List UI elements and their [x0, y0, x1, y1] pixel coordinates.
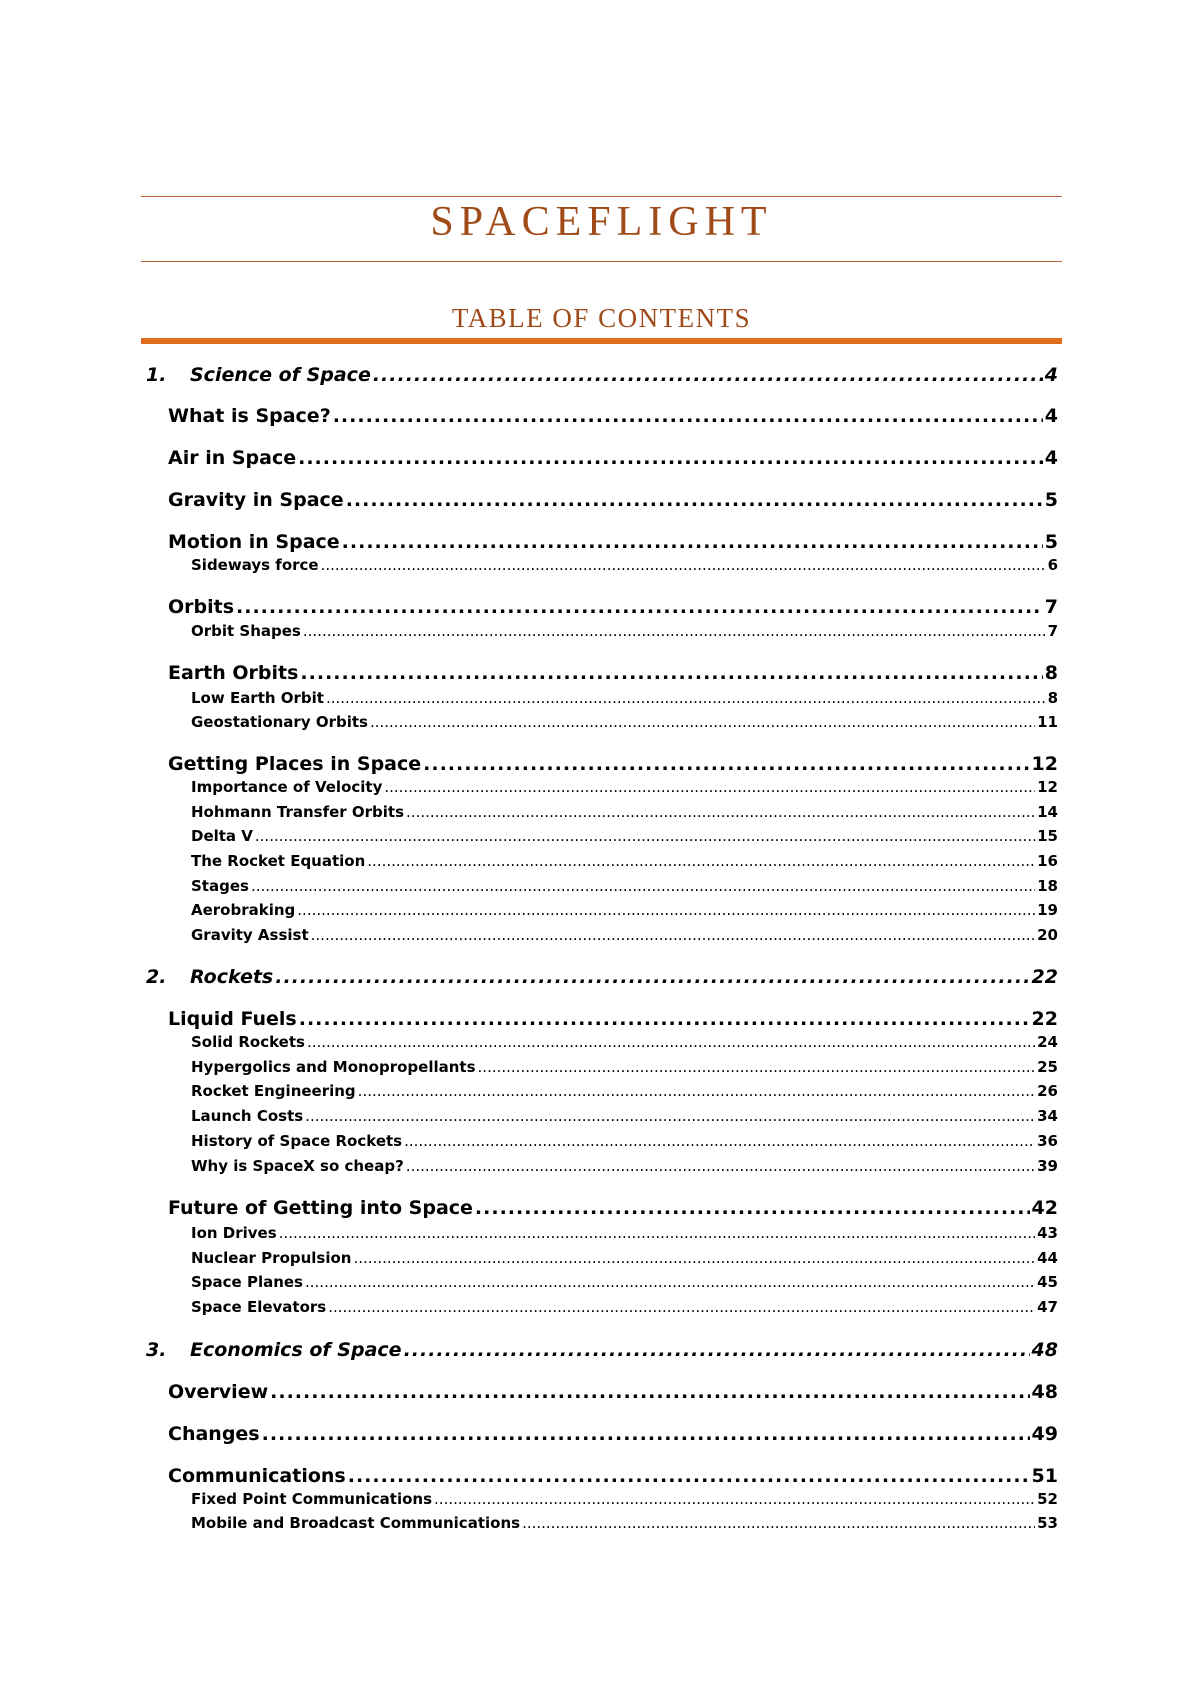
toc-dot-leader	[255, 827, 1035, 845]
toc-heading: TABLE OF CONTENTS	[451, 303, 752, 333]
toc-dot-leader	[404, 1132, 1035, 1150]
toc-dot-leader	[406, 1157, 1035, 1175]
toc-page-number: 15	[1037, 827, 1058, 845]
toc-subsection-entry[interactable]	[191, 1298, 1058, 1316]
toc-dot-leader	[434, 1490, 1035, 1508]
toc-entry-label: Economics of Space	[190, 1339, 402, 1361]
toc-entry-label: Liquid Fuels	[168, 1008, 297, 1030]
toc-entry-label: Gravity Assist	[191, 926, 309, 944]
title-top-rule	[141, 196, 1062, 197]
toc-page-number: 16	[1037, 852, 1058, 870]
toc-dot-leader	[303, 622, 1046, 640]
toc-page-number: 4	[1044, 364, 1058, 386]
toc-page-number: 51	[1031, 1465, 1058, 1487]
toc-entry-label: Rocket Engineering	[191, 1082, 356, 1100]
toc-page-number: 36	[1037, 1132, 1058, 1150]
toc-entry-label: Launch Costs	[191, 1107, 304, 1125]
toc-dot-leader	[298, 447, 1043, 469]
toc-page-number: 48	[1031, 1381, 1058, 1403]
toc-subsection-entry[interactable]	[191, 1132, 1058, 1150]
toc-chapter-entry[interactable]	[146, 1339, 1058, 1361]
toc-dot-leader	[370, 713, 1035, 731]
toc-subsection-entry[interactable]	[191, 1157, 1058, 1175]
toc-dot-leader	[475, 1197, 1030, 1219]
toc-dot-leader	[404, 1339, 1030, 1361]
toc-entry-label: Overview	[168, 1381, 269, 1403]
toc-dot-leader	[305, 1107, 1035, 1125]
toc-subsection-entry[interactable]	[191, 1224, 1058, 1242]
toc-subsection-entry[interactable]	[191, 1107, 1058, 1125]
toc-entry-label: Gravity in Space	[168, 489, 344, 511]
toc-page-number: 8	[1047, 689, 1058, 707]
toc-dot-leader	[321, 556, 1046, 574]
toc-dot-leader	[384, 778, 1035, 796]
toc-dot-leader	[348, 1465, 1030, 1487]
toc-page-number: 39	[1037, 1157, 1058, 1175]
toc-page-number: 18	[1037, 877, 1058, 895]
toc-entry-label: Hypergolics and Monopropellants	[191, 1058, 476, 1076]
toc-page-number: 49	[1031, 1423, 1058, 1445]
toc-subsection-entry[interactable]	[191, 1058, 1058, 1076]
toc-entry-label: Science of Space	[190, 364, 371, 386]
toc-entry-label: Earth Orbits	[168, 662, 299, 684]
toc-dot-leader	[478, 1058, 1036, 1076]
toc-entry-label: Sideways force	[191, 556, 319, 574]
toc-entry-label: Solid Rockets	[191, 1033, 305, 1051]
toc-page-number: 19	[1037, 901, 1058, 919]
toc-subsection-entry[interactable]	[191, 556, 1058, 574]
toc-entry-label: History of Space Rockets	[191, 1132, 403, 1150]
toc-page-number: 25	[1037, 1058, 1058, 1076]
toc-section-entry[interactable]	[168, 531, 1058, 553]
toc-section-entry[interactable]	[168, 1197, 1058, 1219]
toc-subsection-entry[interactable]	[191, 1514, 1058, 1532]
toc-entry-label: Future of Getting into Space	[168, 1197, 473, 1219]
toc-dot-leader	[367, 852, 1035, 870]
toc-dot-leader	[299, 1008, 1030, 1030]
toc-entry-label: Space Elevators	[191, 1298, 327, 1316]
toc-entry-label: Communications	[168, 1465, 346, 1487]
toc-section-entry[interactable]	[168, 447, 1058, 469]
toc-dot-leader	[326, 689, 1046, 707]
toc-section-entry[interactable]	[168, 662, 1058, 684]
toc-entry-label: Orbit Shapes	[191, 622, 301, 640]
toc-dot-leader	[354, 1249, 1036, 1267]
toc-entry-label: Air in Space	[168, 447, 297, 469]
toc-entry-label: The Rocket Equation	[191, 852, 366, 870]
toc-subsection-entry[interactable]	[191, 622, 1058, 640]
toc-page-number: 14	[1037, 803, 1058, 821]
toc-entry-label: Getting Places in Space	[168, 753, 422, 775]
toc-page-number: 12	[1037, 778, 1058, 796]
toc-dot-leader	[406, 803, 1035, 821]
toc-dot-leader	[358, 1082, 1035, 1100]
toc-page-number: 48	[1031, 1339, 1058, 1361]
toc-entry-label: Low Earth Orbit	[191, 689, 324, 707]
toc-chapter-number: 1.	[146, 364, 167, 386]
toc-entry-label: Fixed Point Communications	[191, 1490, 433, 1508]
toc-section-entry[interactable]	[168, 1381, 1058, 1403]
toc-chapter-number: 2.	[146, 966, 167, 988]
toc-subsection-entry[interactable]	[191, 1273, 1058, 1291]
toc-subsection-entry[interactable]	[191, 877, 1058, 895]
toc-page-number: 42	[1031, 1197, 1058, 1219]
toc-dot-leader	[305, 1273, 1035, 1291]
toc-entry-label: Mobile and Broadcast Communications	[191, 1514, 521, 1532]
toc-entry-label: Motion in Space	[168, 531, 340, 553]
toc-heading-rule	[141, 338, 1062, 344]
toc-page-number: 7	[1047, 622, 1058, 640]
toc-dot-leader	[262, 1423, 1030, 1445]
toc-subsection-entry[interactable]	[191, 1249, 1058, 1267]
toc-subsection-entry[interactable]	[191, 1490, 1058, 1508]
toc-subsection-entry[interactable]	[191, 926, 1058, 944]
toc-page-number: 26	[1037, 1082, 1058, 1100]
toc-entry-label: Aerobraking	[191, 901, 296, 919]
toc-page-number: 44	[1037, 1249, 1058, 1267]
title-bottom-rule	[141, 261, 1062, 262]
toc-chapter-entry[interactable]	[146, 364, 1058, 386]
toc-subsection-entry[interactable]	[191, 852, 1058, 870]
toc-entry-label: Importance of Velocity	[191, 778, 383, 796]
toc-subsection-entry[interactable]	[191, 713, 1058, 731]
toc-dot-leader	[279, 1224, 1035, 1242]
toc-dot-leader	[297, 901, 1035, 919]
toc-entry-label: Ion Drives	[191, 1224, 277, 1242]
toc-section-entry[interactable]	[168, 753, 1058, 775]
toc-dot-leader	[328, 1298, 1035, 1316]
toc-entry-label: Why is SpaceX so cheap?	[191, 1157, 404, 1175]
toc-dot-leader	[342, 531, 1043, 553]
toc-entry-label: Stages	[191, 877, 249, 895]
toc-page-number: 43	[1037, 1224, 1058, 1242]
toc-page-number: 20	[1037, 926, 1058, 944]
toc-page-number: 5	[1044, 531, 1058, 553]
toc-section-entry[interactable]	[168, 1008, 1058, 1030]
toc-page-number: 53	[1037, 1514, 1058, 1532]
toc-dot-leader	[300, 662, 1042, 684]
document-title: SPACEFLIGHT	[430, 199, 773, 245]
toc-chapter-number: 3.	[146, 1339, 167, 1361]
toc-dot-leader	[333, 405, 1043, 427]
toc-subsection-entry[interactable]	[191, 689, 1058, 707]
toc-page-number: 8	[1044, 662, 1058, 684]
toc-entry-label: Changes	[168, 1423, 260, 1445]
toc-subsection-entry[interactable]	[191, 1082, 1058, 1100]
toc-entry-label: Orbits	[168, 596, 235, 618]
toc-page-number: 52	[1037, 1490, 1058, 1508]
toc-dot-leader	[522, 1514, 1035, 1532]
toc-page-number: 6	[1047, 556, 1058, 574]
toc-section-entry[interactable]	[168, 596, 1058, 618]
toc-section-entry[interactable]	[168, 405, 1058, 427]
toc-entry-label: Nuclear Propulsion	[191, 1249, 352, 1267]
toc-entry-label: Space Planes	[191, 1273, 303, 1291]
toc-page-number: 47	[1037, 1298, 1058, 1316]
toc-page-number: 4	[1044, 447, 1058, 469]
toc-dot-leader	[307, 1033, 1035, 1051]
toc-page-number: 4	[1044, 405, 1058, 427]
toc-section-entry[interactable]	[168, 1465, 1058, 1487]
toc-entry-label: Rockets	[190, 966, 274, 988]
toc-dot-leader	[373, 364, 1043, 386]
toc-page-number: 22	[1031, 1008, 1058, 1030]
toc-subsection-entry[interactable]	[191, 1033, 1058, 1051]
toc-section-entry[interactable]	[168, 489, 1058, 511]
toc-subsection-entry[interactable]	[191, 901, 1058, 919]
toc-entry-label: What is Space?	[168, 405, 331, 427]
toc-section-entry[interactable]	[168, 1423, 1058, 1445]
toc-entry-label: Geostationary Orbits	[191, 713, 368, 731]
toc-page-number: 11	[1037, 713, 1058, 731]
toc-subsection-entry[interactable]	[191, 803, 1058, 821]
toc-dot-leader	[251, 877, 1035, 895]
toc-dot-leader	[270, 1381, 1029, 1403]
toc-page-number: 45	[1037, 1273, 1058, 1291]
toc-dot-leader	[346, 489, 1043, 511]
toc-page-number: 7	[1044, 596, 1058, 618]
toc-dot-leader	[275, 966, 1029, 988]
toc-page-number: 34	[1037, 1107, 1058, 1125]
toc-subsection-entry[interactable]	[191, 778, 1058, 796]
toc-dot-leader	[423, 753, 1029, 775]
toc-page-number: 5	[1044, 489, 1058, 511]
toc-dot-leader	[236, 596, 1043, 618]
toc-page-number: 22	[1031, 966, 1058, 988]
toc-entry-label: Hohmann Transfer Orbits	[191, 803, 405, 821]
toc-chapter-entry[interactable]	[146, 966, 1058, 988]
toc-dot-leader	[311, 926, 1035, 944]
toc-entry-label: Delta V	[191, 827, 253, 845]
toc-page-number: 24	[1037, 1033, 1058, 1051]
toc-page-number: 12	[1031, 753, 1058, 775]
toc-subsection-entry[interactable]	[191, 827, 1058, 845]
